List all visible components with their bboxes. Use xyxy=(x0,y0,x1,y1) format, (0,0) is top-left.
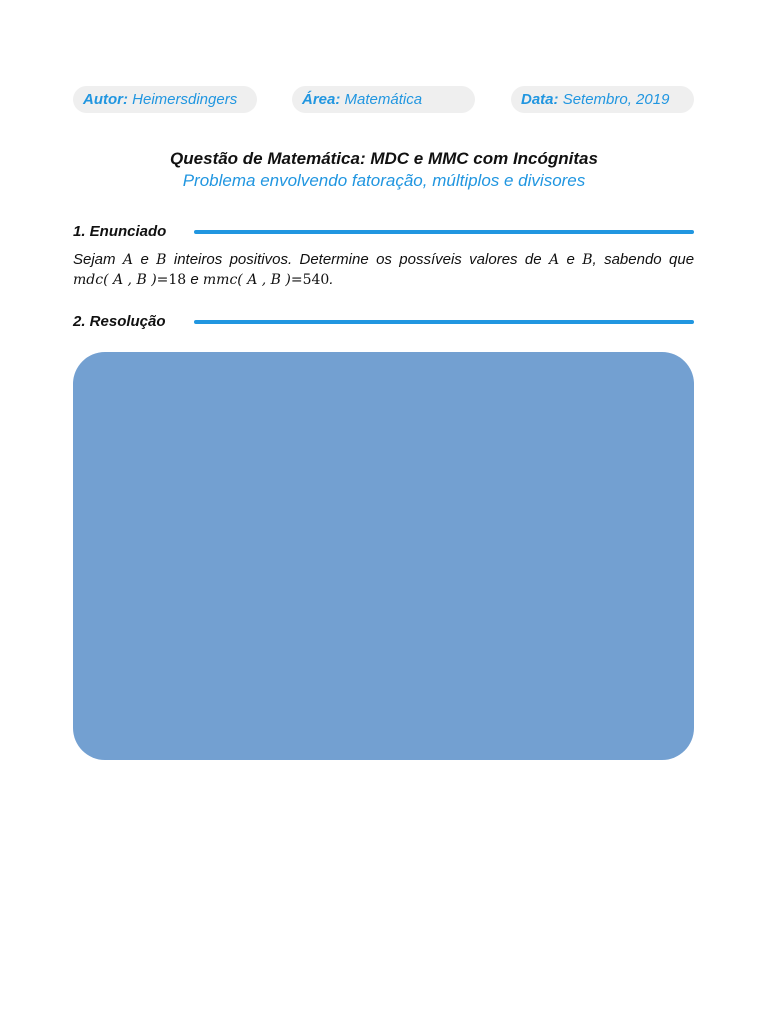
enunciado-line-2 xyxy=(73,270,694,290)
date-value: Setembro, 2019 xyxy=(562,91,670,108)
area-label: Área: xyxy=(302,91,341,108)
section-enunciado-label: 1. Enunciado xyxy=(73,223,167,240)
author-label: Autor: xyxy=(83,91,128,108)
area-value: Matemática xyxy=(344,91,423,108)
var-b: B xyxy=(156,252,167,268)
enunciado-line-1 xyxy=(73,250,694,270)
page-subtitle: Problema envolvendo fatoração, múltiplos e divisores xyxy=(182,171,586,190)
section-divider xyxy=(194,230,694,234)
mmc-args: ( A , B ) xyxy=(237,272,291,288)
section-resolucao-label: 2. Resolução xyxy=(73,313,166,330)
section-enunciado-header xyxy=(73,222,694,242)
section-divider xyxy=(194,320,694,324)
text-segment: e xyxy=(190,271,199,288)
author-pill xyxy=(73,86,257,113)
text-segment: e xyxy=(566,251,575,268)
mmc-value: =540 xyxy=(290,272,330,288)
text-segment: , sabendo que xyxy=(592,251,695,268)
text-segment: Sejam xyxy=(73,251,116,268)
mdc-value: =18 xyxy=(156,272,187,288)
page-title: Questão de Matemática: MDC e MMC com Incógnitas xyxy=(170,149,598,168)
resolution-box xyxy=(73,352,694,760)
area-pill xyxy=(292,86,475,113)
var-a: A xyxy=(122,252,134,268)
var-b: B xyxy=(582,252,593,268)
text-segment: . xyxy=(329,271,334,288)
mdc-args: ( A , B ) xyxy=(103,272,157,288)
text-segment: e xyxy=(140,251,149,268)
mmc-expression: mmc xyxy=(202,272,238,288)
date-label: Data: xyxy=(521,91,559,108)
var-a: A xyxy=(549,252,560,268)
date-pill xyxy=(511,86,694,113)
author-value: Heimersdingers xyxy=(132,91,238,108)
text-segment: inteiros positivos. Determine os possíveis valores de xyxy=(173,251,542,268)
section-resolucao-header xyxy=(73,312,694,332)
mdc-expression: mdc xyxy=(73,272,104,288)
